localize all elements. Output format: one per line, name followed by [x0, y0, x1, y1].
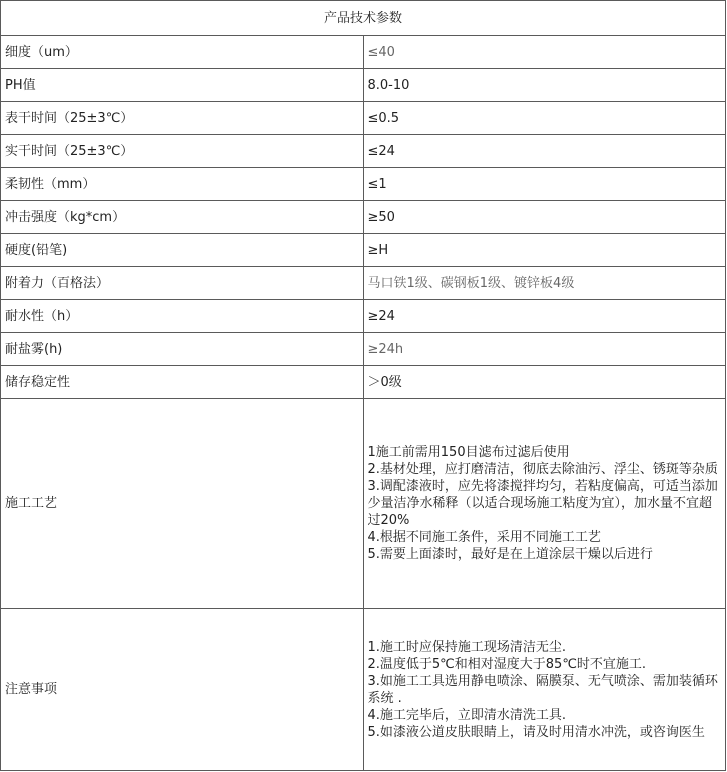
title-row: [1, 1, 726, 36]
row-value: ≤1: [363, 168, 726, 201]
table-row: [1, 168, 726, 201]
process-label: 施工工艺: [1, 399, 364, 609]
note-item: 5.如漆液公道皮肤眼睛上，请及时用清水冲洗，或咨询医生: [367, 724, 705, 740]
row-value: ≤40: [363, 36, 726, 69]
process-step: 2.基材处理，应打磨清洁，彻底去除油污、浮尘、锈斑等杂质: [367, 462, 718, 477]
note-item: 4.施工完毕后，立即清水清洗工具.: [367, 707, 567, 723]
row-value: ≤24: [363, 135, 726, 168]
row-label: 耐盐雾(h): [1, 333, 364, 366]
row-value: 8.0-10: [363, 69, 726, 102]
notes-row: [1, 609, 726, 771]
notes-list: [363, 609, 726, 771]
process-step: 4.根据不同施工条件，采用不同施工工艺: [367, 530, 601, 545]
row-label: 柔韧性（mm）: [1, 168, 364, 201]
table-row: [1, 201, 726, 234]
table-row: [1, 102, 726, 135]
note-item: 1.施工时应保持施工现场清洁无尘.: [367, 639, 567, 655]
row-value: ≥24: [363, 300, 726, 333]
row-label: 实干时间（25±3℃）: [1, 135, 364, 168]
table-row: [1, 267, 726, 300]
row-label: 耐水性（h）: [1, 300, 364, 333]
row-label: 硬度(铅笔): [1, 234, 364, 267]
row-label: 附着力（百格法）: [1, 267, 364, 300]
table-row: [1, 234, 726, 267]
table-row: [1, 333, 726, 366]
process-step: 5.需要上面漆时，最好是在上道涂层干燥以后进行: [367, 547, 653, 562]
table-row: [1, 69, 726, 102]
row-label: 储存稳定性: [1, 366, 364, 399]
row-value: ≥50: [363, 201, 726, 234]
process-step: 3.调配漆液时，应先将漆搅拌均匀，若粘度偏高，可适当添加少量洁净水稀释（以适合现场施工粘度为宜），加水量不宜超过20%: [367, 479, 718, 528]
row-value: 马口铁1级、碳钢板1级、镀锌板4级: [363, 267, 726, 300]
process-row: [1, 399, 726, 609]
row-value: ≤0.5: [363, 102, 726, 135]
row-value: ≥24h: [363, 333, 726, 366]
row-label: PH值: [1, 69, 364, 102]
row-label: 冲击强度（kg*cm）: [1, 201, 364, 234]
table-row: [1, 366, 726, 399]
row-value: ≥H: [363, 234, 726, 267]
process-step: 1施工前需用150目滤布过滤后使用: [367, 445, 570, 460]
row-label: 表干时间（25±3℃）: [1, 102, 364, 135]
table-row: [1, 36, 726, 69]
note-item: 2.温度低于5℃和相对湿度大于85℃时不宜施工.: [367, 656, 647, 672]
table-title: 产品技术参数: [1, 1, 726, 36]
table-row: [1, 135, 726, 168]
process-steps: [363, 399, 726, 609]
notes-label: 注意事项: [1, 609, 364, 771]
note-item: 3.如施工工具选用静电喷涂、隔膜泵、无气喷涂、需加装循环系统 .: [367, 673, 718, 706]
row-label: 细度（um）: [1, 36, 364, 69]
row-value: ＞0级: [363, 366, 726, 399]
table-row: [1, 300, 726, 333]
